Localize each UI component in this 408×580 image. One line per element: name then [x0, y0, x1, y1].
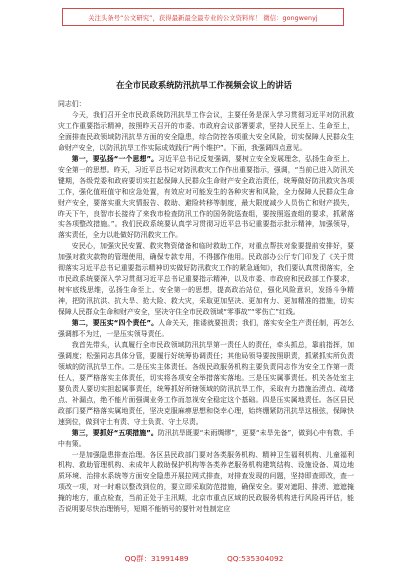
greeting: 同志们：	[58, 100, 86, 108]
footer-contact	[0, 553, 408, 564]
document-body	[58, 99, 354, 544]
point-3-text: 防汛抗旱既要“未雨绸缪”，更要“未旱先备”，做到心中有数、手中有策。	[58, 428, 354, 448]
point-3-heading: 第三，要抓好“五项措施”。	[71, 428, 158, 437]
paragraph-point-3	[58, 428, 354, 450]
paragraph-point-2	[58, 318, 354, 340]
point-1-text: 习近平总书记反复强调，要树立安全发展理念，弘扬生命至上、安全第一的思想。昨天，习近平总书记对防汛救灾工作作出重要指示，强调，“当前已进入防汛关键期，各级党委和政府要切实扛起保障人民群众生命财产安全政治责任，统筹做好防汛救灾各项工作，强化值班值守和应急处置，有效应对可能发生的各种灾害和风险，全力保障人民群众生命财产安全，要落实重大灾情报告、救助、避险转移等制度，最大限度减少人员伤亡和财产损失，昨天下午，良智市长接待了来我市检查防汛工作的国务院巡查组，要按照巡查组的要求，抓紧落实各项整改措施。”。我们民政系统要认真学习贯彻习近平总书记重要指示批示精神，加强领导，落实责任，全力以赴做好防汛救灾工作。	[58, 154, 354, 240]
footer-qq-group: QQ群：31991489	[124, 554, 189, 563]
document-title: 在全市民政系统防汛抗旱工作视频会议上的讲话	[116, 80, 292, 90]
point-2-text: 人命关天，推诿就要担责；我们，落实安全生产责任制，再怎么强调都不为过，一是压实领导责任。	[58, 319, 354, 339]
paragraph-point-3-cont: 一是加强隐患排查治理。各区县民政部门要对各类服务机构、精神卫生福利机构、儿童福利机构、救助管理机构、未成年人救助保护机构等各类养老服务机构建筑结构、设施设备、周边地质环境、治排水系统等方面安全隐患开展拉网式排查，对排查发现的问题，坚持即查即改，查一项改一项，对一时难以整改到位的，要立即采取防范措施，确保安全。要对遮阳、排涝、遮遮掩掩的地方，重点检查，当前正处于主汛期，北京市重点区域的民政服务机构进行风险再评估，能否说明要尽快治理销号，短期不能销号的要针对性制定应	[58, 450, 354, 514]
footer-qq: QQ:535304092	[226, 554, 284, 563]
paragraph-point-2-cont: 我首先带头，认真履行全市民政领域防汛抗旱第一责任人的责任，牵头抓总，靠前指挥，加强调度；松强同志具体分管，要履行好统筹协调责任；其他局领导要按照职责，抓紧抓实所负责领域的防汛抗旱工作。二是压实主体责任。各级民政服务机构主要负责同志作为安全工作第一责任人，要严格落实主体责任，切实将各项安全举措落实落地。三是压实属事责任。机关各处室主要负责人要切实担起属事责任，统筹抓好所辖领域的防汛抗旱工作，采取有力措施治涝点、疏堵点、补漏点，绝不能片面强调业务工作而忽视安全稳定这个基础。四是压实属地责任。各区县民政部门要严格落实属地责任，坚决克服麻痹思想和侥幸心理，始终绷紧防汛抗旱这根弦，保障快速到位，做到守土有责、守土负责、守土尽责。	[58, 340, 354, 426]
promo-banner: 关注头条号“公文研究”，获得最新最全最专业的公文资料库！ 微信：gongwenyj	[62, 8, 344, 26]
paragraph-intro: 今天，我们召开全市民政系统防汛抗旱工作会议，主要任务是深入学习贯彻习近平对防汛救灾工作重要指示精神，按照昨天召开的市委、市政府会议部署要求，坚持人民至上、生命至上，全面排查民政领域防汛抗旱方面的安全隐患，综合防控各项重大安全风险，切实保障人民群众生命财产安全，以防汛抗旱工作实际成效践行“两个维护”。下面，我强调四点意见。	[58, 110, 354, 152]
point-1-heading: 第一，要弘扬“一个思想”。	[71, 154, 159, 163]
paragraph-point-1	[58, 154, 354, 242]
paragraph-point-1-cont: 安民心，加强灾民安置、救灾物资储备和临时救助工作，对重点帮扶对象要提前安排好，要加强对救灾款物的管理使用，确保专款专用，不得挪作他用。民政部办公厅专门印发了《关于贯彻落实习近平总书记重要指示精神切实做好防汛救灾工作的紧急通知》，我们要认真贯彻落实，全市民政系统要深入学习贯彻习近平总书记重要指示精神，以及市委、市政府和民政部工作要求，树牢底线思维，弘扬生命至上、安全第一的思想，提高政治站位，强化风险意识，发扬斗争精神，把防汛抗洪、抗大旱、抢大险、救大灾，采取更加坚决、更加有力、更加精准的措施，切实保障人民群众生命和财产安全，坚决守住全市民政领域“零事故”“零伤亡”红线。	[58, 242, 354, 317]
point-2-heading: 第二，要压实“四个责任”。	[71, 319, 159, 328]
